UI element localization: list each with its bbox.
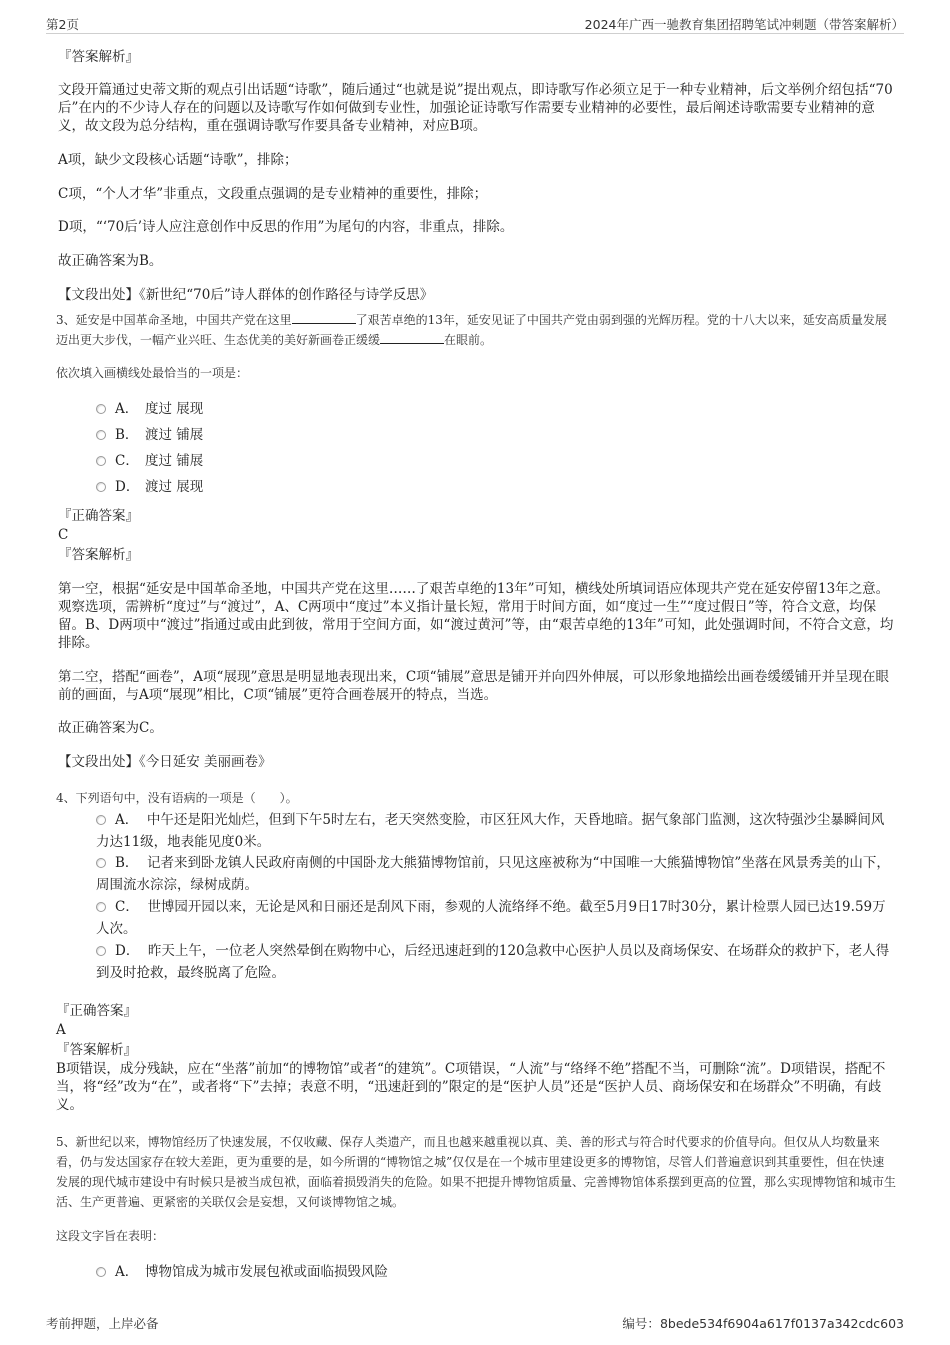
q4-option-c[interactable]: C． 世博园开园以来，无论是风和日丽还是刮风下雨，参观的人流络绎不绝。截至5月9日17时30分，累计检票人园已达19.59万人次。 xyxy=(96,899,886,937)
q4-option-b[interactable]: B． 记者来到卧龙镇人民政府南侧的中国卧龙大熊猫博物馆前，只见这座被称为“中国唯一大熊猫博物馆”坐落在风景秀美的山下，周围流水淙淙，绿树成荫。 xyxy=(96,855,890,893)
radio-icon[interactable] xyxy=(96,946,106,956)
q2-source: 【文段出处】《新世纪“70后”诗人群体的创作路径与诗学反思》 xyxy=(58,287,434,303)
radio-icon[interactable] xyxy=(96,815,106,825)
footer-code: 编号：8bede534f6904a617f0137a342cdc603 xyxy=(622,1316,904,1331)
radio-icon[interactable] xyxy=(96,858,106,868)
q4-answer: A xyxy=(56,1022,66,1038)
q4-option-d[interactable]: D． 昨天上午，一位老人突然晕倒在购物中心，后经迅速赶到的120急救中心医护人员以及商场保安、在场群众的救护下，老人得到及时抢救，最终脱离了危险。 xyxy=(96,943,890,981)
radio-icon[interactable] xyxy=(96,1267,106,1277)
q3-source: 【文段出处】《今日延安 美丽画卷》 xyxy=(58,754,272,770)
q5-stem: 5、新世纪以来，博物馆经历了快速发展，不仅收藏、保存人类遗产，而且也越来越重视以真、美、善的形式与符合时代要求的价值导向。但仅从人均数量来看，仍与发达国家存在较大差距，更为重要的是，如今所谓的“博物馆之城”仅仅是在一个城市里建设更多的博物馆，尽管人们普遍意识到其重要性，但在快速发展的现代城市建设中有时候只是被当成包袱，面临着损毁消失的危险。如果不把提升博物馆质量、完善博物馆体系摆到更高的位置，那么实现博物馆和城市生活、生产更普遍、更紧密的关联仅会是妄想，又何谈博物馆之城。 xyxy=(56,1135,897,1209)
q5-prompt: 这段文字旨在表明： xyxy=(56,1229,165,1243)
q4-option-a[interactable]: A． 中午还是阳光灿烂，但到下午5时左右，老天突然变脸，市区狂风大作，天昏地暗。据气象部门监测，这次特强沙尘暴瞬间风力达11级，地表能见度0米。 xyxy=(96,812,885,850)
radio-icon[interactable] xyxy=(96,430,106,440)
q4-analysis-label: 『答案解析』 xyxy=(56,1042,137,1058)
q3-analysis-label: 『答案解析』 xyxy=(58,547,139,563)
footer-slogan: 考前押题，上岸必备 xyxy=(46,1316,159,1331)
radio-icon[interactable] xyxy=(96,482,106,492)
q3-analysis-para-1: 第一空，根据“延安是中国革命圣地，中国共产党在这里……了艰苦卓绝的13年”可知，横线处所填词语应体现共产党在延安停留13年之意。观察选项，需辨析“度过”与“渡过”，A、C两项中“度过”本义指计量长短，常用于时间方面，如“度过一生”“度过假日”等，符合文意，均保留。B、D两项中“渡过”指通过或由此到彼，常用于空间方面，如“渡过黄河”等，由“艰苦卓绝的13年”可知，此处强调时间，不符合文意，均排除。 xyxy=(58,581,894,651)
q3-option-a[interactable]: A． 度过 展现 xyxy=(96,398,203,420)
q3-stem: 3、延安是中国革命圣地，中国共产党在这里 了艰苦卓绝的13年，延安见证了中国共产党由弱到强的光辉历程。党的十八大以来，延安高质量发展迈出更大步伐，一幅产业兴旺、生态优美的美好新画卷正缓缓 在眼前。 xyxy=(56,310,896,350)
q4-stem: 4、下列语句中，没有语病的一项是（ ）。 xyxy=(56,791,298,805)
q2-analysis-option-d: D项，“‘70后’诗人应注意创作中反思的作用”为尾句的内容，非重点，排除。 xyxy=(58,219,514,235)
q3-answer: C xyxy=(58,527,69,543)
q3-option-b[interactable]: B． 渡过 铺展 xyxy=(96,424,203,446)
q2-analysis-label: 『答案解析』 xyxy=(58,49,139,65)
radio-icon[interactable] xyxy=(96,404,106,414)
q3-prompt: 依次填入画横线处最恰当的一项是： xyxy=(56,366,249,380)
q3-conclusion: 故正确答案为C。 xyxy=(58,720,163,736)
q3-blank-1 xyxy=(292,310,356,324)
q5-option-a[interactable]: A． 博物馆成为城市发展包袱或面临损毁风险 xyxy=(96,1261,388,1283)
q2-analysis-para: 文段开篇通过史蒂文斯的观点引出话题“诗歌”，随后通过“也就是说”提出观点，即诗歌写作必须立足于一种专业精神，后文举例介绍包括“70后”在内的不少诗人存在的问题以及诗歌写作如何做到专业性，加强论证诗歌写作需要专业精神的必要性，最后阐述诗歌需要专业精神的意义，故文段为总分结构，重在强调诗歌写作要具备专业精神，对应B项。 xyxy=(58,82,893,134)
q3-option-d[interactable]: D． 渡过 展现 xyxy=(96,476,203,498)
radio-icon[interactable] xyxy=(96,902,106,912)
q3-answer-label: 『正确答案』 xyxy=(58,508,139,524)
page-footer xyxy=(46,1314,904,1330)
q4-answer-label: 『正确答案』 xyxy=(56,1003,137,1019)
q3-blank-2 xyxy=(380,330,444,344)
radio-icon[interactable] xyxy=(96,456,106,466)
q4-analysis: B项错误，成分残缺，应在“坐落”前加“的博物馆”或者“的建筑”。C项错误，“人流”与“络绎不绝”搭配不当，可删除“流”。D项错误，搭配不当，将“经”改为“在”，或者将“下”去掉；表意不明，“迅速赶到的”限定的是“医护人员”还是“医护人员、商场保安和在场群众”不明确，有歧义。 xyxy=(56,1061,886,1113)
page-header xyxy=(46,13,904,34)
page-number: 第2页 xyxy=(46,17,79,32)
q3-analysis-para-2: 第二空，搭配“画卷”，A项“展现”意思是明显地表现出来，C项“铺展”意思是铺开并向四外伸展，可以形象地描绘出画卷缓缓铺开并呈现在眼前的画面，与A项“展现”相比，C项“铺展”更符合画卷展开的特点，当选。 xyxy=(58,669,889,703)
q2-analysis-option-c: C项，“个人才华”非重点，文段重点强调的是专业精神的重要性，排除； xyxy=(58,186,488,202)
q3-option-c[interactable]: C． 度过 铺展 xyxy=(96,450,203,472)
q2-conclusion: 故正确答案为B。 xyxy=(58,253,163,269)
document-title: 2024年广西一驰教育集团招聘笔试冲刺题（带答案解析） xyxy=(584,17,904,32)
q2-analysis-option-a: A项，缺少文段核心话题“诗歌”，排除； xyxy=(58,152,298,168)
